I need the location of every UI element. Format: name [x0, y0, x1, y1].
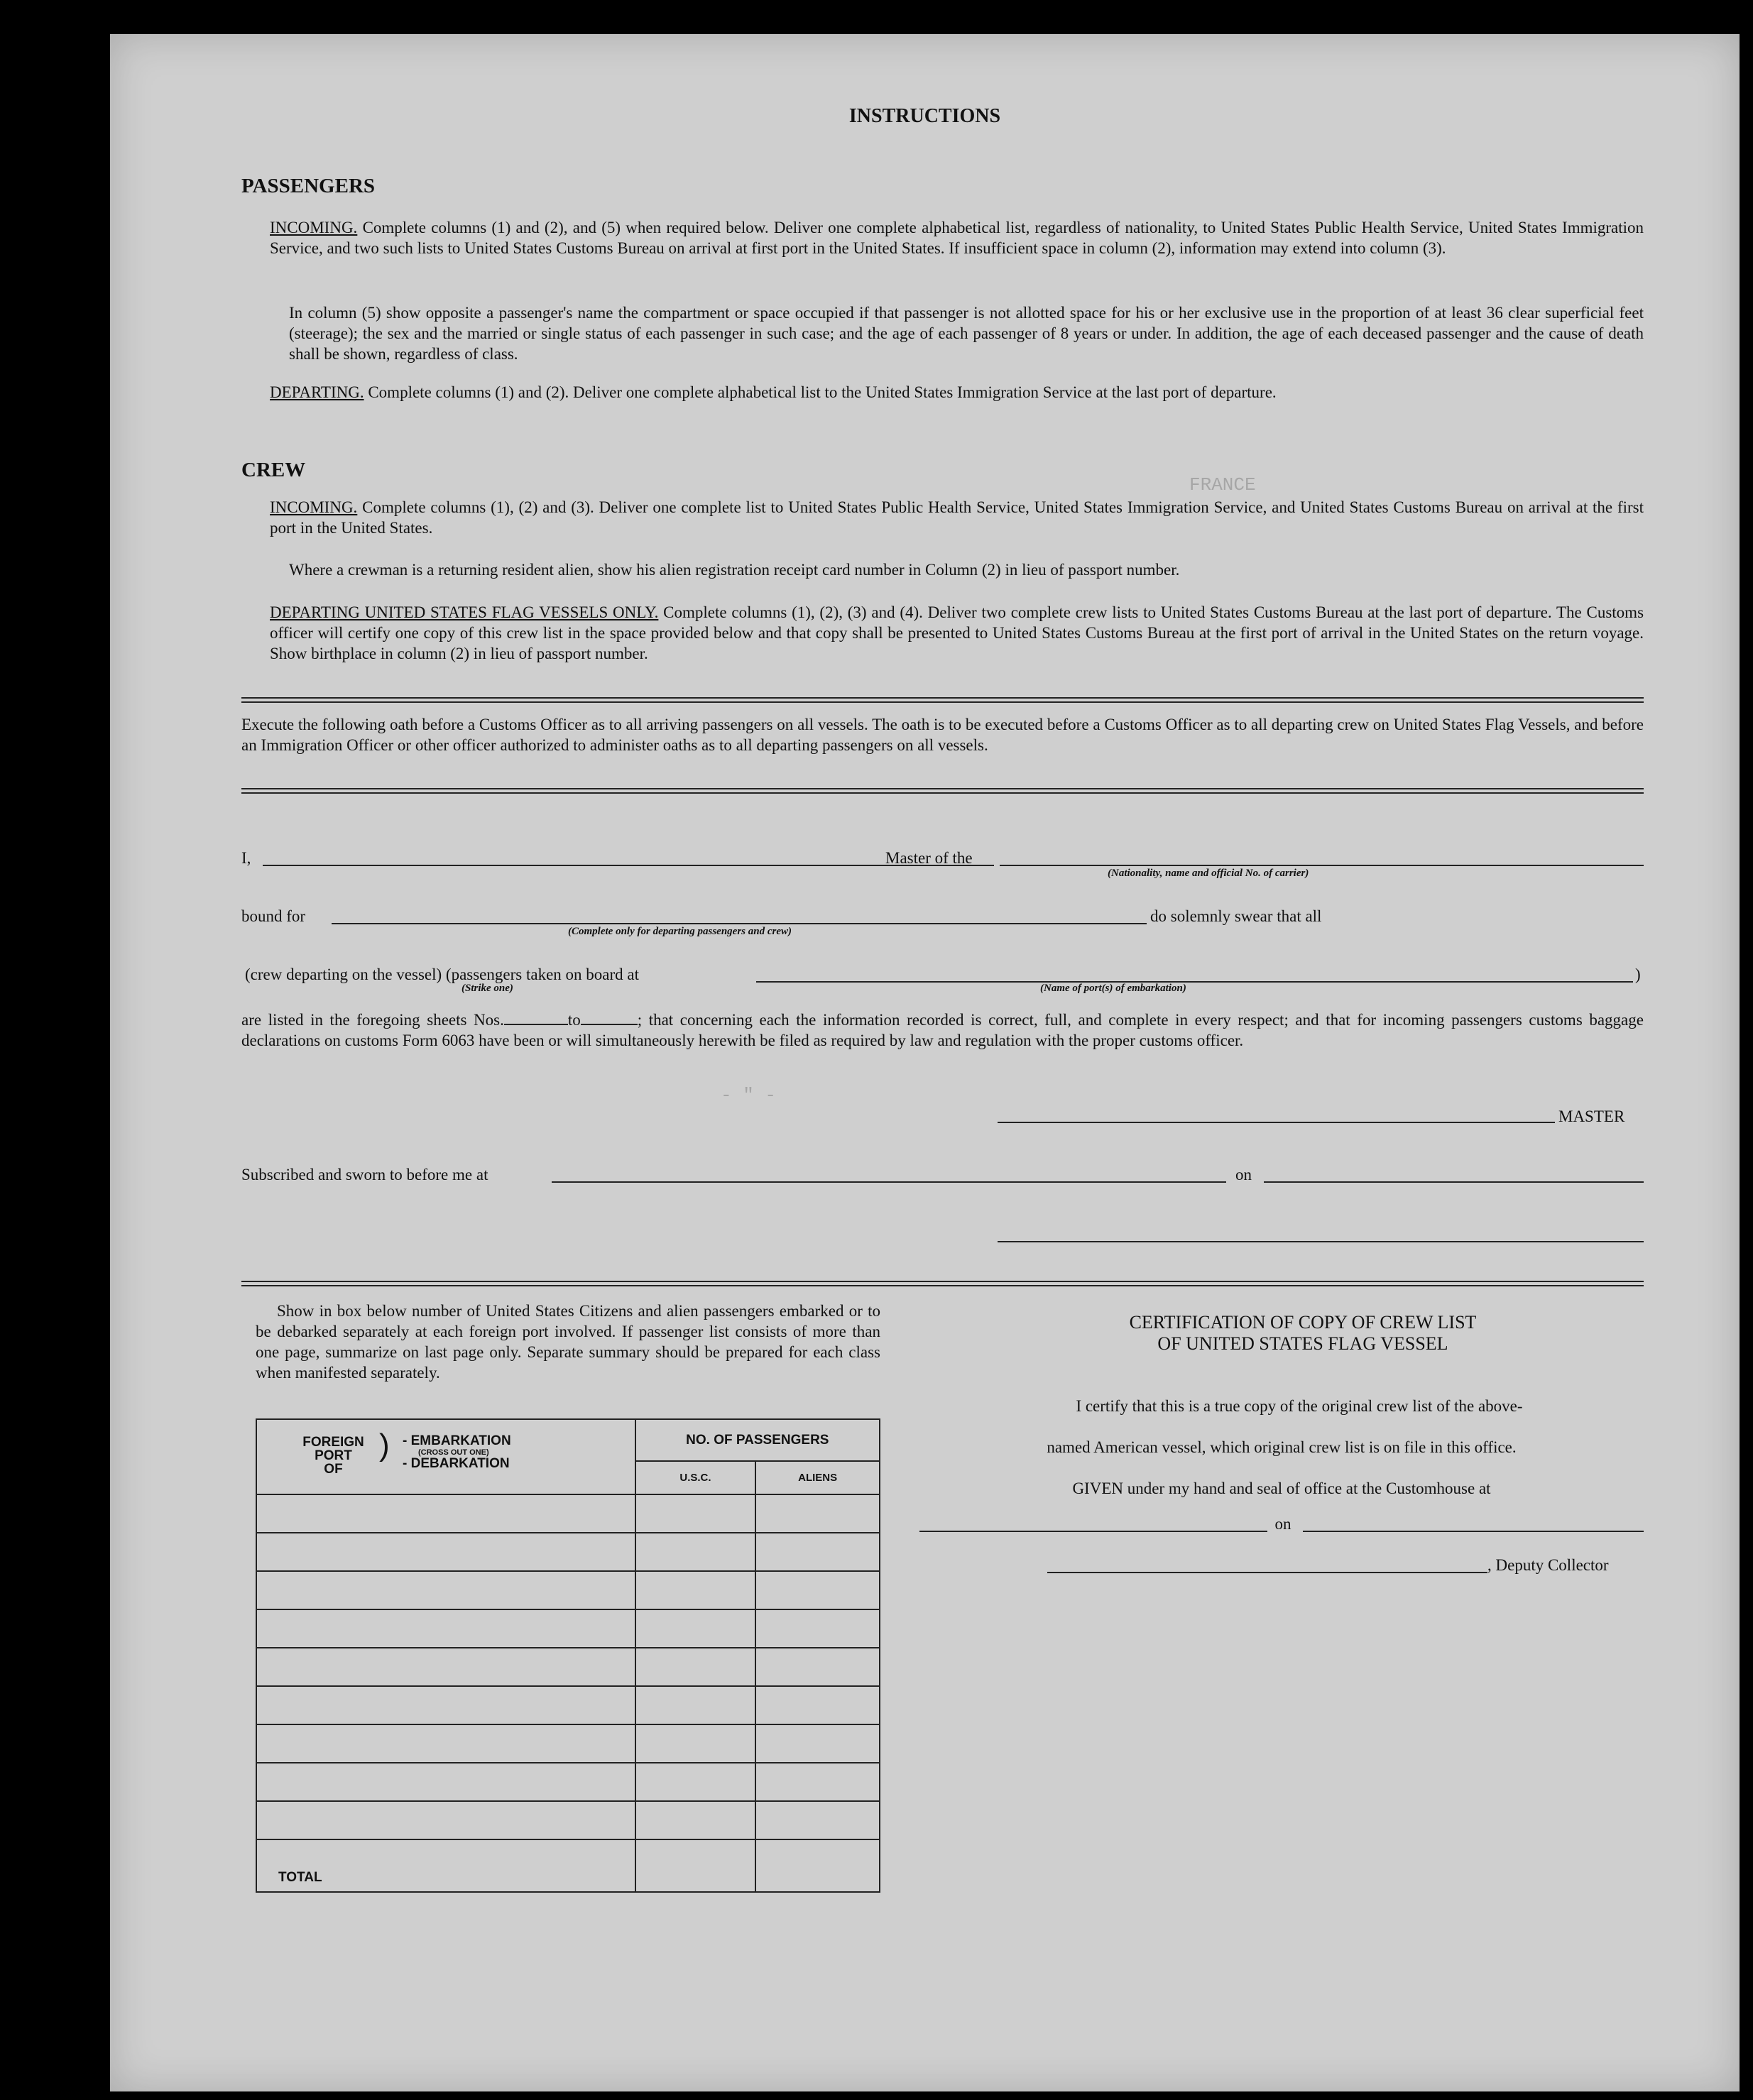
bleed-through-text: FRANCE: [1189, 474, 1256, 496]
total-label: TOTAL: [256, 1839, 635, 1892]
cross-out-label: (CROSS OUT ONE): [418, 1448, 489, 1457]
summary-instructions: Show in box below number of United States Citizens and alien passengers embarked or to be debarked separately at each foreign port involved. If passenger list consists of more than one page, summarize on last page only. Separate summary should be prepared for each class when manifested separately.: [256, 1302, 880, 1382]
sheet-from-field[interactable]: [504, 1011, 568, 1025]
section-divider: [241, 697, 1644, 703]
certification-title-line-2: OF UNITED STATES FLAG VESSEL: [1157, 1333, 1448, 1354]
form-sheet: [110, 34, 1740, 2091]
embarkation-label: - EMBARKATION: [403, 1433, 511, 1448]
aliens-cell[interactable]: [755, 1763, 880, 1801]
crew-resident-paragraph: Where a crewman is a returning resident alien, show his alien registration receipt card number in Column (2) in lieu of passport number.: [289, 561, 1180, 579]
usc-cell[interactable]: [635, 1724, 756, 1763]
foreign-label: FOREIGN: [302, 1435, 364, 1450]
sworn-date-field[interactable]: [1264, 1181, 1644, 1183]
summary-row: [256, 1686, 880, 1724]
port-label: PORT: [315, 1448, 352, 1463]
complete-only-caption: (Complete only for departing passengers and crew): [568, 926, 792, 937]
summary-row: [256, 1533, 880, 1571]
certify-line-2: named American vessel, which original crew list is on file in this office.: [1047, 1438, 1517, 1456]
master-name-field[interactable]: [263, 865, 994, 866]
given-line: GIVEN under my hand and seal of office at the Customhouse at: [1072, 1480, 1491, 1497]
officer-signature-field[interactable]: [998, 1241, 1644, 1242]
page-title: INSTRUCTIONS: [848, 105, 1001, 127]
nationality-caption: (Nationality, name and official No. of carrier): [1108, 868, 1309, 879]
sheet-to-field[interactable]: [581, 1011, 638, 1025]
sworn-on-label: on: [1235, 1166, 1252, 1183]
port-cell[interactable]: [256, 1686, 635, 1724]
crew-heading: CREW: [241, 459, 306, 481]
crew-departing-label: DEPARTING UNITED STATES FLAG VESSELS ONLY.: [270, 603, 659, 621]
passengers-incoming-label: INCOMING.: [270, 219, 358, 236]
summary-row: [256, 1609, 880, 1648]
oath-intro-paragraph: Execute the following oath before a Customs Officer as to all arriving passengers on all vessels. The oath is to be executed before a Customs Officer as to all departing crew on United States Flag Vessels, and before an Immigration Officer or other officer authorized to administer oaths as to all departing passengers on all vessels.: [241, 716, 1644, 754]
master-signature-field[interactable]: [998, 1122, 1555, 1123]
passenger-summary-table: [256, 1418, 880, 1893]
aliens-header: ALIENS: [755, 1461, 880, 1494]
oath-i: I,: [241, 849, 251, 867]
crew-incoming-text: Complete columns (1), (2) and (3). Deliver one complete list to United States Public Health Service, United States Immigration Service, and United States Customs Bureau on arrival at the first port in the United States.: [270, 498, 1644, 537]
passengers-departing-text: Complete columns (1) and (2). Deliver one complete alphabetical list to the United States Immigration Service at the last port of departure.: [368, 383, 1277, 401]
total-usc-cell[interactable]: [635, 1839, 756, 1892]
crew-departing-paragraph: [270, 602, 1644, 664]
brace-glyph: ): [379, 1428, 390, 1462]
listed-text-b: ; that concerning each the information recorded is correct, full, and complete in every respect; and that for incoming passengers customs baggage declarations on customs Form 6063 have been or will simultaneously herewith be filed as required by law and regulation with the proper customs officer.: [241, 1011, 1644, 1049]
aliens-cell[interactable]: [755, 1494, 880, 1533]
customhouse-place-field[interactable]: [919, 1531, 1267, 1532]
port-cell[interactable]: [256, 1801, 635, 1839]
usc-cell[interactable]: [635, 1648, 756, 1686]
usc-cell[interactable]: [635, 1686, 756, 1724]
passengers-departing-paragraph: [270, 382, 1644, 403]
summary-total-row: [256, 1839, 880, 1892]
aliens-cell[interactable]: [755, 1686, 880, 1724]
summary-row: [256, 1571, 880, 1609]
sworn-place-field[interactable]: [552, 1181, 1226, 1183]
summary-row: [256, 1724, 880, 1763]
customhouse-date-field[interactable]: [1303, 1531, 1644, 1532]
crew-departing-text: Complete columns (1), (2), (3) and (4). Deliver two complete crew lists to United States Customs Bureau at the last port of departure. The Customs officer will certify one copy of this crew list in the space provided below and that copy shall be presented to United States Customs Bureau at the first port of arrival in the United States on the return voyage. Show birthplace in column (2) in lieu of passport number.: [270, 603, 1644, 662]
port-cell[interactable]: [256, 1494, 635, 1533]
section-divider: [241, 788, 1644, 794]
certification-title: [990, 1312, 1615, 1355]
aliens-cell[interactable]: [755, 1648, 880, 1686]
summary-header-row: [256, 1419, 880, 1461]
listed-to: to: [567, 1011, 581, 1029]
crew-departing-label-text: (crew departing on the vessel) (passengers taken on board at: [245, 966, 639, 983]
aliens-cell[interactable]: [755, 1533, 880, 1571]
section-divider: [241, 1281, 1644, 1286]
certify-line-1: I certify that this is a true copy of the original crew list of the above-: [1076, 1397, 1523, 1415]
subscribed-label: Subscribed and sworn to before me at: [241, 1166, 488, 1183]
summary-row: [256, 1801, 880, 1839]
no-of-passengers-header: NO. OF PASSENGERS: [635, 1419, 880, 1461]
deputy-collector-label: , Deputy Collector: [1487, 1556, 1609, 1574]
aliens-cell[interactable]: [755, 1724, 880, 1763]
bound-for-field[interactable]: [332, 923, 1147, 924]
aliens-cell[interactable]: [755, 1609, 880, 1648]
strike-one-caption: (Strike one): [462, 983, 513, 994]
usc-header: U.S.C.: [635, 1461, 756, 1494]
close-paren: ): [1635, 966, 1641, 983]
aliens-cell[interactable]: [755, 1801, 880, 1839]
usc-cell[interactable]: [635, 1533, 756, 1571]
port-cell[interactable]: [256, 1533, 635, 1571]
passengers-departing-label: DEPARTING.: [270, 383, 364, 401]
passengers-incoming-text: Complete columns (1) and (2), and (5) when required below. Deliver one complete alphabetical list, regardless of nationality, to United States Public Health Service, United States Immigration Service, and two such lists to United States Customs Bureau on arrival at first port in the United States. If insufficient space in column (2), information may extend into column (3).: [270, 219, 1644, 257]
foreign-port-header: [256, 1419, 635, 1494]
usc-cell[interactable]: [635, 1763, 756, 1801]
port-cell[interactable]: [256, 1724, 635, 1763]
total-aliens-cell[interactable]: [755, 1839, 880, 1892]
master-of-the-label: Master of the: [885, 849, 973, 867]
port-cell[interactable]: [256, 1648, 635, 1686]
deputy-collector-signature-field[interactable]: [1047, 1572, 1487, 1573]
bleed-through-text: - " -: [721, 1085, 777, 1106]
listed-text-a: are listed in the foregoing sheets Nos.: [241, 1011, 504, 1029]
passengers-incoming-paragraph: [270, 217, 1644, 258]
summary-row: [256, 1648, 880, 1686]
passengers-column5-paragraph: In column (5) show opposite a passenger's name the compartment or space occupied if that passenger is not allotted space for his or her exclusive use in the proportion of at least 36 clear superficial feet (steerage); the sex and the married or single status of each passenger in such case; and the age of each passenger of 8 years or under. In addition, the age of each deceased passenger and the cause of death shall be shown, regardless of class.: [289, 304, 1644, 363]
usc-cell[interactable]: [635, 1609, 756, 1648]
usc-cell[interactable]: [635, 1801, 756, 1839]
name-of-ports-caption: (Name of port(s) of embarkation): [1040, 983, 1186, 994]
carrier-name-field[interactable]: [1000, 865, 1644, 866]
crew-incoming-label: INCOMING.: [270, 498, 358, 516]
usc-cell[interactable]: [635, 1494, 756, 1533]
of-label: OF: [324, 1462, 343, 1477]
port-cell[interactable]: [256, 1763, 635, 1801]
port-cell[interactable]: [256, 1609, 635, 1648]
aliens-cell[interactable]: [755, 1571, 880, 1609]
debarkation-label: - DEBARKATION: [403, 1456, 510, 1471]
listed-paragraph: [241, 1010, 1644, 1051]
summary-row: [256, 1494, 880, 1533]
certification-on-label: on: [1274, 1515, 1291, 1533]
do-solemnly-label: do solemnly swear that all: [1150, 907, 1322, 925]
passengers-heading: PASSENGERS: [241, 175, 376, 197]
bound-for-label: bound for: [241, 907, 306, 925]
certification-title-line-1: CERTIFICATION OF COPY OF CREW LIST: [1129, 1312, 1477, 1333]
port-of-embarkation-field[interactable]: [756, 981, 1633, 983]
summary-row: [256, 1763, 880, 1801]
crew-incoming-paragraph: [270, 497, 1644, 538]
usc-cell[interactable]: [635, 1571, 756, 1609]
port-cell[interactable]: [256, 1571, 635, 1609]
master-label: MASTER: [1558, 1108, 1625, 1125]
